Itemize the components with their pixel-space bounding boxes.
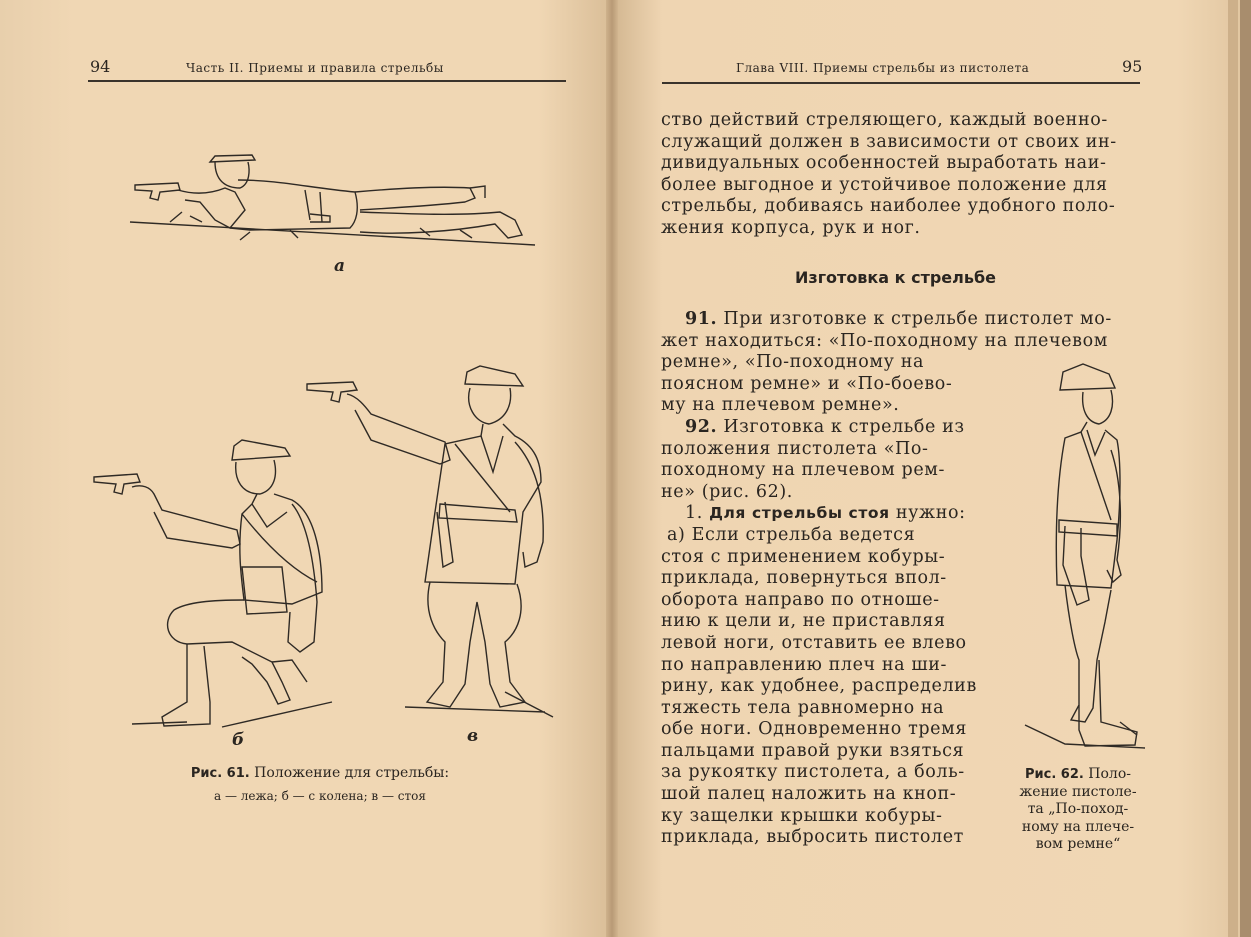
text-line: дивидуальных особенностей выработать наи- bbox=[661, 153, 1107, 174]
text-line: обе ноги. Одновременно тремя bbox=[661, 719, 967, 740]
paragraph-91-first-line bbox=[661, 309, 1112, 331]
text-line: стрельбы, добиваясь наиболее удобного поло- bbox=[661, 196, 1116, 217]
text-line: пальцами правой руки взяться bbox=[661, 740, 965, 761]
caption-line: Поло- bbox=[1088, 766, 1131, 782]
text-line: походному на плечевом рем- bbox=[661, 460, 946, 481]
paragraph-91-number: 91. bbox=[685, 309, 718, 329]
right-running-head: Глава VIII. Приемы стрельбы из пистолета bbox=[736, 61, 1030, 75]
text-line: тяжесть тела равномерно на bbox=[661, 697, 945, 718]
figure-standing-shooter bbox=[305, 362, 555, 732]
book-gutter bbox=[606, 0, 618, 937]
text-line: ку защелки крышки кобуры- bbox=[661, 805, 943, 826]
left-running-head: Часть II. Приемы и правила стрельбы bbox=[186, 61, 444, 75]
intro-paragraph bbox=[661, 110, 1117, 240]
text-line: нию к цели и, не приставляя bbox=[661, 611, 946, 632]
left-page-number: 94 bbox=[90, 57, 111, 76]
paragraph-92-number: 92. bbox=[685, 416, 718, 437]
figure-62-number: Рис. 62. bbox=[1025, 767, 1084, 782]
figure-label-v: в bbox=[467, 726, 479, 746]
item-1-number: 1. bbox=[685, 503, 703, 524]
text-line: приклада, повернуться впол- bbox=[661, 568, 947, 589]
text-line: При изготовке к стрельбе пистолет мо- bbox=[723, 309, 1112, 329]
caption-line: та „По-поход- bbox=[1027, 801, 1129, 817]
figure-label-a: а bbox=[334, 256, 346, 276]
right-page-number: 95 bbox=[1122, 57, 1143, 76]
text-line: рину, как удобнее, распределив bbox=[661, 676, 977, 697]
text-line: стоя с применением кобуры- bbox=[661, 546, 946, 567]
figure-61-legend: а — лежа; б — с колена; в — стоя bbox=[214, 789, 426, 803]
text-line: более выгодное и устойчивое положение для bbox=[661, 174, 1108, 195]
page-edge-shadow bbox=[1228, 0, 1238, 937]
text-line: не» (рис. 62). bbox=[661, 481, 793, 502]
text-line: шой палец наложить на кноп- bbox=[661, 784, 957, 805]
text-line: служащий должен в зависимости от своих ин- bbox=[661, 131, 1117, 152]
text-line: Изготовка к стрельбе из bbox=[723, 416, 965, 437]
text-line: за рукоятку пистолета, а боль- bbox=[661, 762, 965, 783]
text-line: оборота направо по отноше- bbox=[661, 589, 940, 610]
item-1-bold: Для стрельбы стоя bbox=[709, 504, 890, 523]
text-line: положения пистолета «По- bbox=[661, 438, 929, 459]
caption-line: жение пистоле- bbox=[1019, 783, 1137, 800]
text-line: приклада, выбросить пистолет bbox=[661, 827, 964, 848]
figure-62-caption-line-1 bbox=[1011, 766, 1145, 784]
text-line: жения корпуса, рук и ног. bbox=[661, 217, 921, 238]
figure-61-title: Положение для стрельбы: bbox=[254, 765, 450, 781]
text-line: поясном ремне» и «По-боево- bbox=[661, 373, 953, 394]
left-header-rule bbox=[88, 80, 566, 82]
figure-61-caption bbox=[170, 765, 470, 781]
book-edge bbox=[1240, 0, 1251, 937]
text-line: левой ноги, отставить ее влево bbox=[661, 632, 967, 653]
ground-line bbox=[130, 222, 535, 245]
figure-62-caption bbox=[1011, 766, 1145, 854]
caption-line: вом ремне“ bbox=[1035, 836, 1121, 852]
figure-prone-shooter bbox=[130, 150, 540, 250]
text-line: му на плечевом ремне». bbox=[661, 395, 900, 416]
caption-line: ному на плече- bbox=[1021, 818, 1135, 835]
text-line: ство действий стреляющего, каждый военно- bbox=[661, 110, 1108, 130]
text-line: по направлению плеч на ши- bbox=[661, 654, 947, 675]
section-heading: Изготовка к стрельбе bbox=[795, 268, 997, 287]
figure-label-b: б bbox=[232, 730, 245, 750]
text-line: жет находиться: «По-походному на плечевом bbox=[661, 330, 1108, 351]
right-header-rule bbox=[662, 82, 1140, 84]
item-1-rest: нужно: bbox=[889, 503, 966, 524]
text-line: ремне», «По-походному на bbox=[661, 352, 924, 373]
figure-61-number: Рис. 61. bbox=[190, 766, 250, 781]
text-line: а) Если стрельба ведется bbox=[667, 524, 916, 545]
figure-62-soldier bbox=[1025, 360, 1160, 750]
